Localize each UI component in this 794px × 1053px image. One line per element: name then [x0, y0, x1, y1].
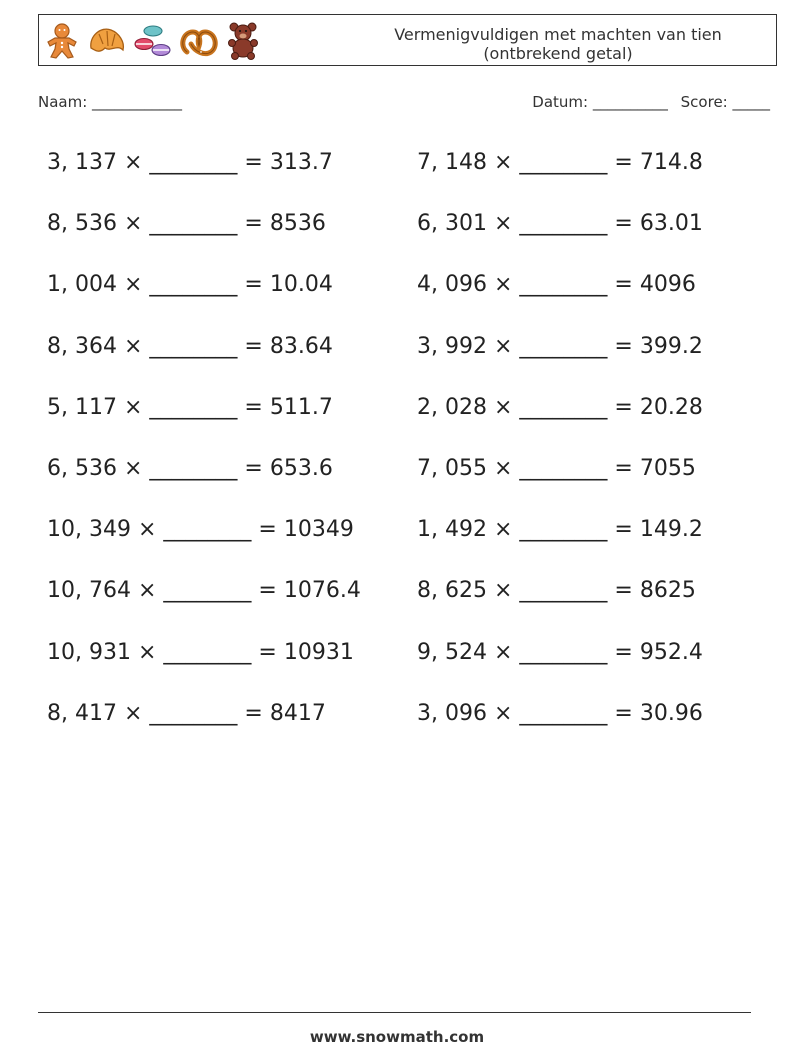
- equals-sign: =: [614, 640, 633, 665]
- problem-item: [47, 699, 326, 729]
- problem-item: [47, 576, 361, 606]
- times-sign: ×: [493, 517, 513, 542]
- times-sign: ×: [123, 334, 143, 359]
- equals-sign: =: [614, 517, 633, 542]
- answer-blank[interactable]: ________: [519, 395, 608, 420]
- problem-result: 313.7: [269, 150, 333, 175]
- times-sign: ×: [123, 272, 143, 297]
- answer-blank[interactable]: ________: [519, 640, 608, 665]
- equals-sign: =: [244, 701, 263, 726]
- problem-result: 83.64: [269, 334, 333, 359]
- equals-sign: =: [258, 640, 277, 665]
- problem-result: 653.6: [269, 456, 333, 481]
- problem-item: [47, 393, 333, 423]
- times-sign: ×: [493, 578, 513, 603]
- problem-item: [417, 576, 696, 606]
- problem-item: [417, 699, 703, 729]
- problem-result: 30.96: [639, 701, 703, 726]
- problem-left-operand: 1, 492: [417, 517, 487, 542]
- teddy-bear-icon: [225, 22, 261, 60]
- answer-blank[interactable]: ________: [149, 456, 238, 481]
- problem-left-operand: 8, 625: [417, 578, 487, 603]
- problem-result: 714.8: [639, 150, 703, 175]
- equals-sign: =: [244, 211, 263, 236]
- answer-blank[interactable]: ________: [149, 334, 238, 359]
- equals-sign: =: [614, 578, 633, 603]
- problem-left-operand: 8, 364: [47, 334, 117, 359]
- problem-left-operand: 8, 417: [47, 701, 117, 726]
- times-sign: ×: [123, 150, 143, 175]
- problem-left-operand: 4, 096: [417, 272, 487, 297]
- problem-item: [417, 454, 696, 484]
- header-icons: [43, 21, 261, 61]
- equals-sign: =: [244, 395, 263, 420]
- equals-sign: =: [244, 456, 263, 481]
- problem-left-operand: 10, 764: [47, 578, 131, 603]
- answer-blank[interactable]: ________: [149, 701, 238, 726]
- times-sign: ×: [123, 456, 143, 481]
- answer-blank[interactable]: ________: [149, 150, 238, 175]
- problem-left-operand: 9, 524: [417, 640, 487, 665]
- equals-sign: =: [244, 150, 263, 175]
- times-sign: ×: [493, 701, 513, 726]
- answer-blank[interactable]: ________: [163, 517, 252, 542]
- problem-left-operand: 6, 536: [47, 456, 117, 481]
- name-field: Naam: ____________: [38, 93, 183, 111]
- worksheet-header: [38, 14, 777, 66]
- answer-blank[interactable]: ________: [149, 395, 238, 420]
- problem-left-operand: 3, 992: [417, 334, 487, 359]
- answer-blank[interactable]: ________: [163, 578, 252, 603]
- problem-left-operand: 10, 349: [47, 517, 131, 542]
- times-sign: ×: [493, 211, 513, 236]
- footer-divider: [38, 1012, 751, 1013]
- problem-item: [47, 515, 354, 545]
- problem-result: 10.04: [269, 272, 333, 297]
- problem-result: 20.28: [639, 395, 703, 420]
- date-score-fields: [524, 93, 770, 111]
- times-sign: ×: [123, 701, 143, 726]
- times-sign: ×: [123, 211, 143, 236]
- gingerbread-man-icon: [43, 22, 81, 60]
- answer-blank[interactable]: ________: [519, 150, 608, 175]
- equals-sign: =: [614, 701, 633, 726]
- equals-sign: =: [614, 150, 633, 175]
- problem-left-operand: 2, 028: [417, 395, 487, 420]
- worksheet-title: [368, 25, 748, 63]
- problem-left-operand: 5, 117: [47, 395, 117, 420]
- date-field: Datum: __________: [532, 93, 668, 111]
- times-sign: ×: [493, 150, 513, 175]
- equals-sign: =: [258, 578, 277, 603]
- equals-sign: =: [614, 334, 633, 359]
- title-line-2: (ontbrekend getal): [483, 44, 633, 63]
- problem-result: 511.7: [269, 395, 333, 420]
- problem-item: [47, 454, 333, 484]
- problem-result: 149.2: [639, 517, 703, 542]
- answer-blank[interactable]: ________: [163, 640, 252, 665]
- problem-left-operand: 3, 137: [47, 150, 117, 175]
- problem-result: 952.4: [639, 640, 703, 665]
- problem-left-operand: 7, 055: [417, 456, 487, 481]
- croissant-icon: [87, 22, 127, 60]
- problem-left-operand: 1, 004: [47, 272, 117, 297]
- problem-item: [417, 332, 703, 362]
- times-sign: ×: [123, 395, 143, 420]
- problem-left-operand: 6, 301: [417, 211, 487, 236]
- times-sign: ×: [137, 517, 157, 542]
- answer-blank[interactable]: ________: [519, 517, 608, 542]
- problem-item: [47, 148, 333, 178]
- answer-blank[interactable]: ________: [519, 211, 608, 236]
- answer-blank[interactable]: ________: [519, 334, 608, 359]
- equals-sign: =: [614, 272, 633, 297]
- problem-item: [417, 148, 703, 178]
- problem-result: 1076.4: [283, 578, 361, 603]
- score-field: Score: _____: [680, 93, 770, 111]
- title-line-1: Vermenigvuldigen met machten van tien: [394, 25, 722, 44]
- answer-blank[interactable]: ________: [149, 272, 238, 297]
- problem-left-operand: 8, 536: [47, 211, 117, 236]
- times-sign: ×: [493, 395, 513, 420]
- problem-result: 399.2: [639, 334, 703, 359]
- problem-result: 8625: [639, 578, 696, 603]
- times-sign: ×: [137, 640, 157, 665]
- equals-sign: =: [258, 517, 277, 542]
- answer-blank[interactable]: ________: [149, 211, 238, 236]
- problem-result: 7055: [639, 456, 696, 481]
- answer-blank[interactable]: ________: [519, 701, 608, 726]
- problem-left-operand: 3, 096: [417, 701, 487, 726]
- pretzel-icon: [179, 22, 219, 60]
- footer-url: www.snowmath.com: [309, 1028, 485, 1046]
- times-sign: ×: [493, 272, 513, 297]
- problem-result: 8417: [269, 701, 326, 726]
- answer-blank[interactable]: ________: [519, 578, 608, 603]
- problem-item: [47, 332, 333, 362]
- times-sign: ×: [137, 578, 157, 603]
- times-sign: ×: [493, 334, 513, 359]
- answer-blank[interactable]: ________: [519, 272, 608, 297]
- problem-item: [417, 515, 703, 545]
- problem-result: 8536: [269, 211, 326, 236]
- times-sign: ×: [493, 456, 513, 481]
- equals-sign: =: [614, 395, 633, 420]
- problem-result: 10931: [283, 640, 354, 665]
- times-sign: ×: [493, 640, 513, 665]
- problem-result: 10349: [283, 517, 354, 542]
- problem-item: [47, 638, 354, 668]
- problem-result: 4096: [639, 272, 696, 297]
- problem-item: [47, 209, 326, 239]
- answer-blank[interactable]: ________: [519, 456, 608, 481]
- macarons-icon: [133, 22, 173, 60]
- problem-result: 63.01: [639, 211, 703, 236]
- equals-sign: =: [244, 334, 263, 359]
- equals-sign: =: [244, 272, 263, 297]
- problem-item: [47, 270, 333, 300]
- problem-left-operand: 10, 931: [47, 640, 131, 665]
- equals-sign: =: [614, 456, 633, 481]
- problem-item: [417, 209, 703, 239]
- problem-item: [417, 393, 703, 423]
- problem-item: [417, 270, 696, 300]
- problem-item: [417, 638, 703, 668]
- equals-sign: =: [614, 211, 633, 236]
- problem-left-operand: 7, 148: [417, 150, 487, 175]
